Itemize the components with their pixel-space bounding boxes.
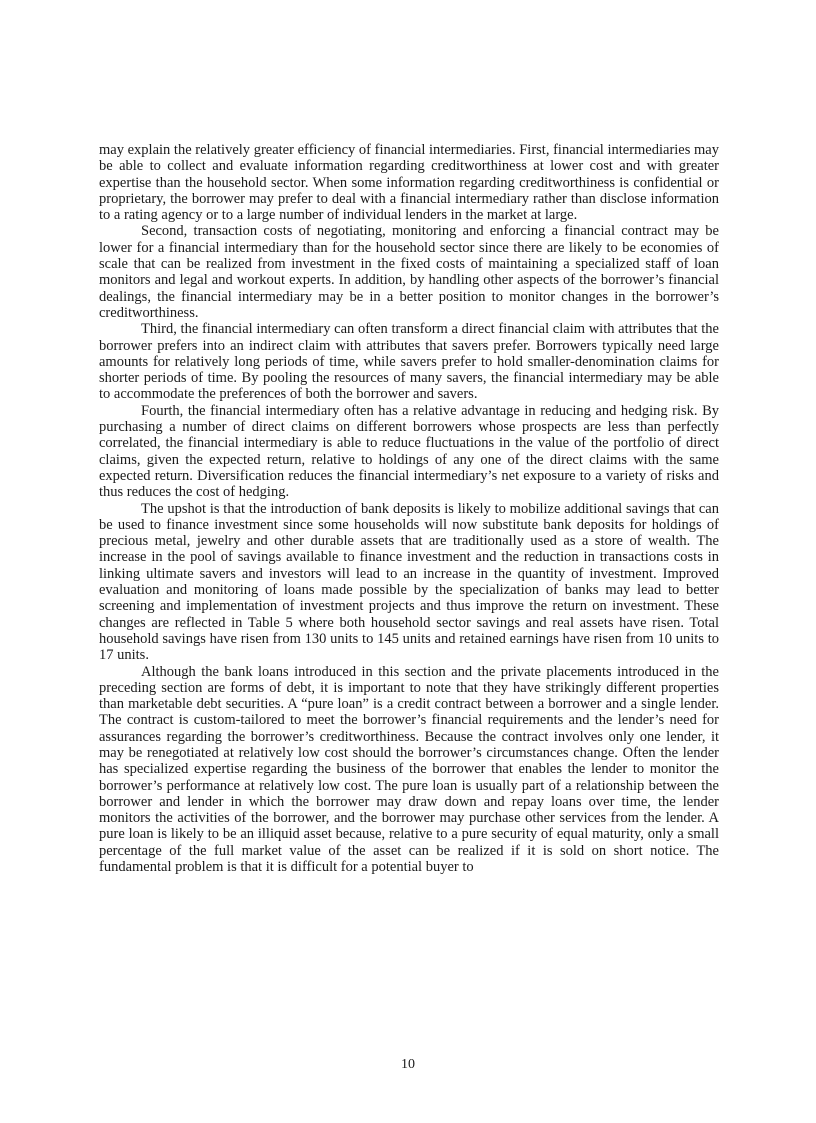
paragraph-claim-transformation: Third, the financial intermediary can often transform a direct financial claim with attributes that the borrower prefers into an indirect claim with attributes that savers prefer. Borrowers typically need large amounts for relatively long periods of time, while savers prefer to hold smaller-denomination claims for shorter periods of time. By pooling the resources of many savers, the financial intermediary may be able to accommodate the preferences of both the borrower and savers. — [99, 321, 719, 403]
paragraph-continuation: may explain the relatively greater efficiency of financial intermediaries. First, financial intermediaries may be able to collect and evaluate information regarding creditworthiness at lower cost and with greater expertise than the household sector. When some information regarding creditworthiness is confidential or proprietary, the borrower may prefer to deal with a financial intermediary rather than disclose information to a rating agency or to a large number of individual lenders in the market at large. — [99, 142, 719, 224]
paragraph-risk-hedging: Fourth, the financial intermediary often has a relative advantage in reducing and hedging risk. By purchasing a number of direct claims on different borrowers whose prospects are less than perfectly correlated, the financial intermediary is able to reduce fluctuations in the value of the portfolio of direct claims, given the expected return, relative to holdings of any one of the direct claims with the same expected return. Diversification reduces the financial intermediary’s net exposure to a variety of risks and thus reduces the cost of hedging. — [99, 402, 719, 501]
paragraph-bank-deposits: The upshot is that the introduction of bank deposits is likely to mobilize additional savings that can be used to finance investment since some households will now substitute bank deposits for holdings of precious metal, jewelry and other durable assets that are traditionally used as a store of wealth. The increase in the pool of savings available to finance investment and the reduction in transactions costs in linking ultimate savers and investors will lead to an increase in the quantity of investment. Improved evaluation and monitoring of loans made possible by the specialization of banks may lead to better screening and implementation of investment projects and thus improve the return on investment. These changes are reflected in Table 5 where both household sector savings and real assets have risen. Total household savings have risen from 130 units to 145 units and retained earnings have risen from 10 units to 17 units. — [99, 500, 719, 664]
body-text — [99, 142, 719, 875]
page-number: 10 — [401, 1057, 415, 1072]
paragraph-transaction-costs: Second, transaction costs of negotiating, monitoring and enforcing a financial contract may be lower for a financial intermediary than for the household sector since there are likely to be economies of scale that can be realized from investment in the fixed costs of maintaining a specialized staff of loan monitors and legal and workout experts. In addition, by handling other aspects of the borrower’s financial dealings, the financial intermediary may be in a better position to monitor changes in the borrower’s creditworthiness. — [99, 223, 719, 321]
paragraph-pure-loan: Although the bank loans introduced in this section and the private placements introduced in the preceding section are forms of debt, it is important to note that they have strikingly different properties than marketable debt securities. A “pure loan” is a credit contract between a borrower and a single lender. The contract is custom-tailored to meet the borrower’s financial requirements and the lender’s need for assurances regarding the borrower’s creditworthiness. Because the contract involves only one lender, it may be renegotiated at relatively low cost should the borrower’s circumstances change. Often the lender has specialized expertise regarding the business of the borrower that enables the lender to monitor the borrower’s performance at relatively low cost. The pure loan is usually part of a relationship between the borrower and lender in which the borrower may draw down and repay loans over time, the lender monitors the activities of the borrower, and the borrower may purchase other services from the lender. A pure loan is likely to be an illiquid asset because, relative to a pure security of equal maturity, only a small percentage of the full market value of the asset can be realized if it is sold on short notice. The fundamental problem is that it is difficult for a potential buyer to — [99, 663, 719, 876]
